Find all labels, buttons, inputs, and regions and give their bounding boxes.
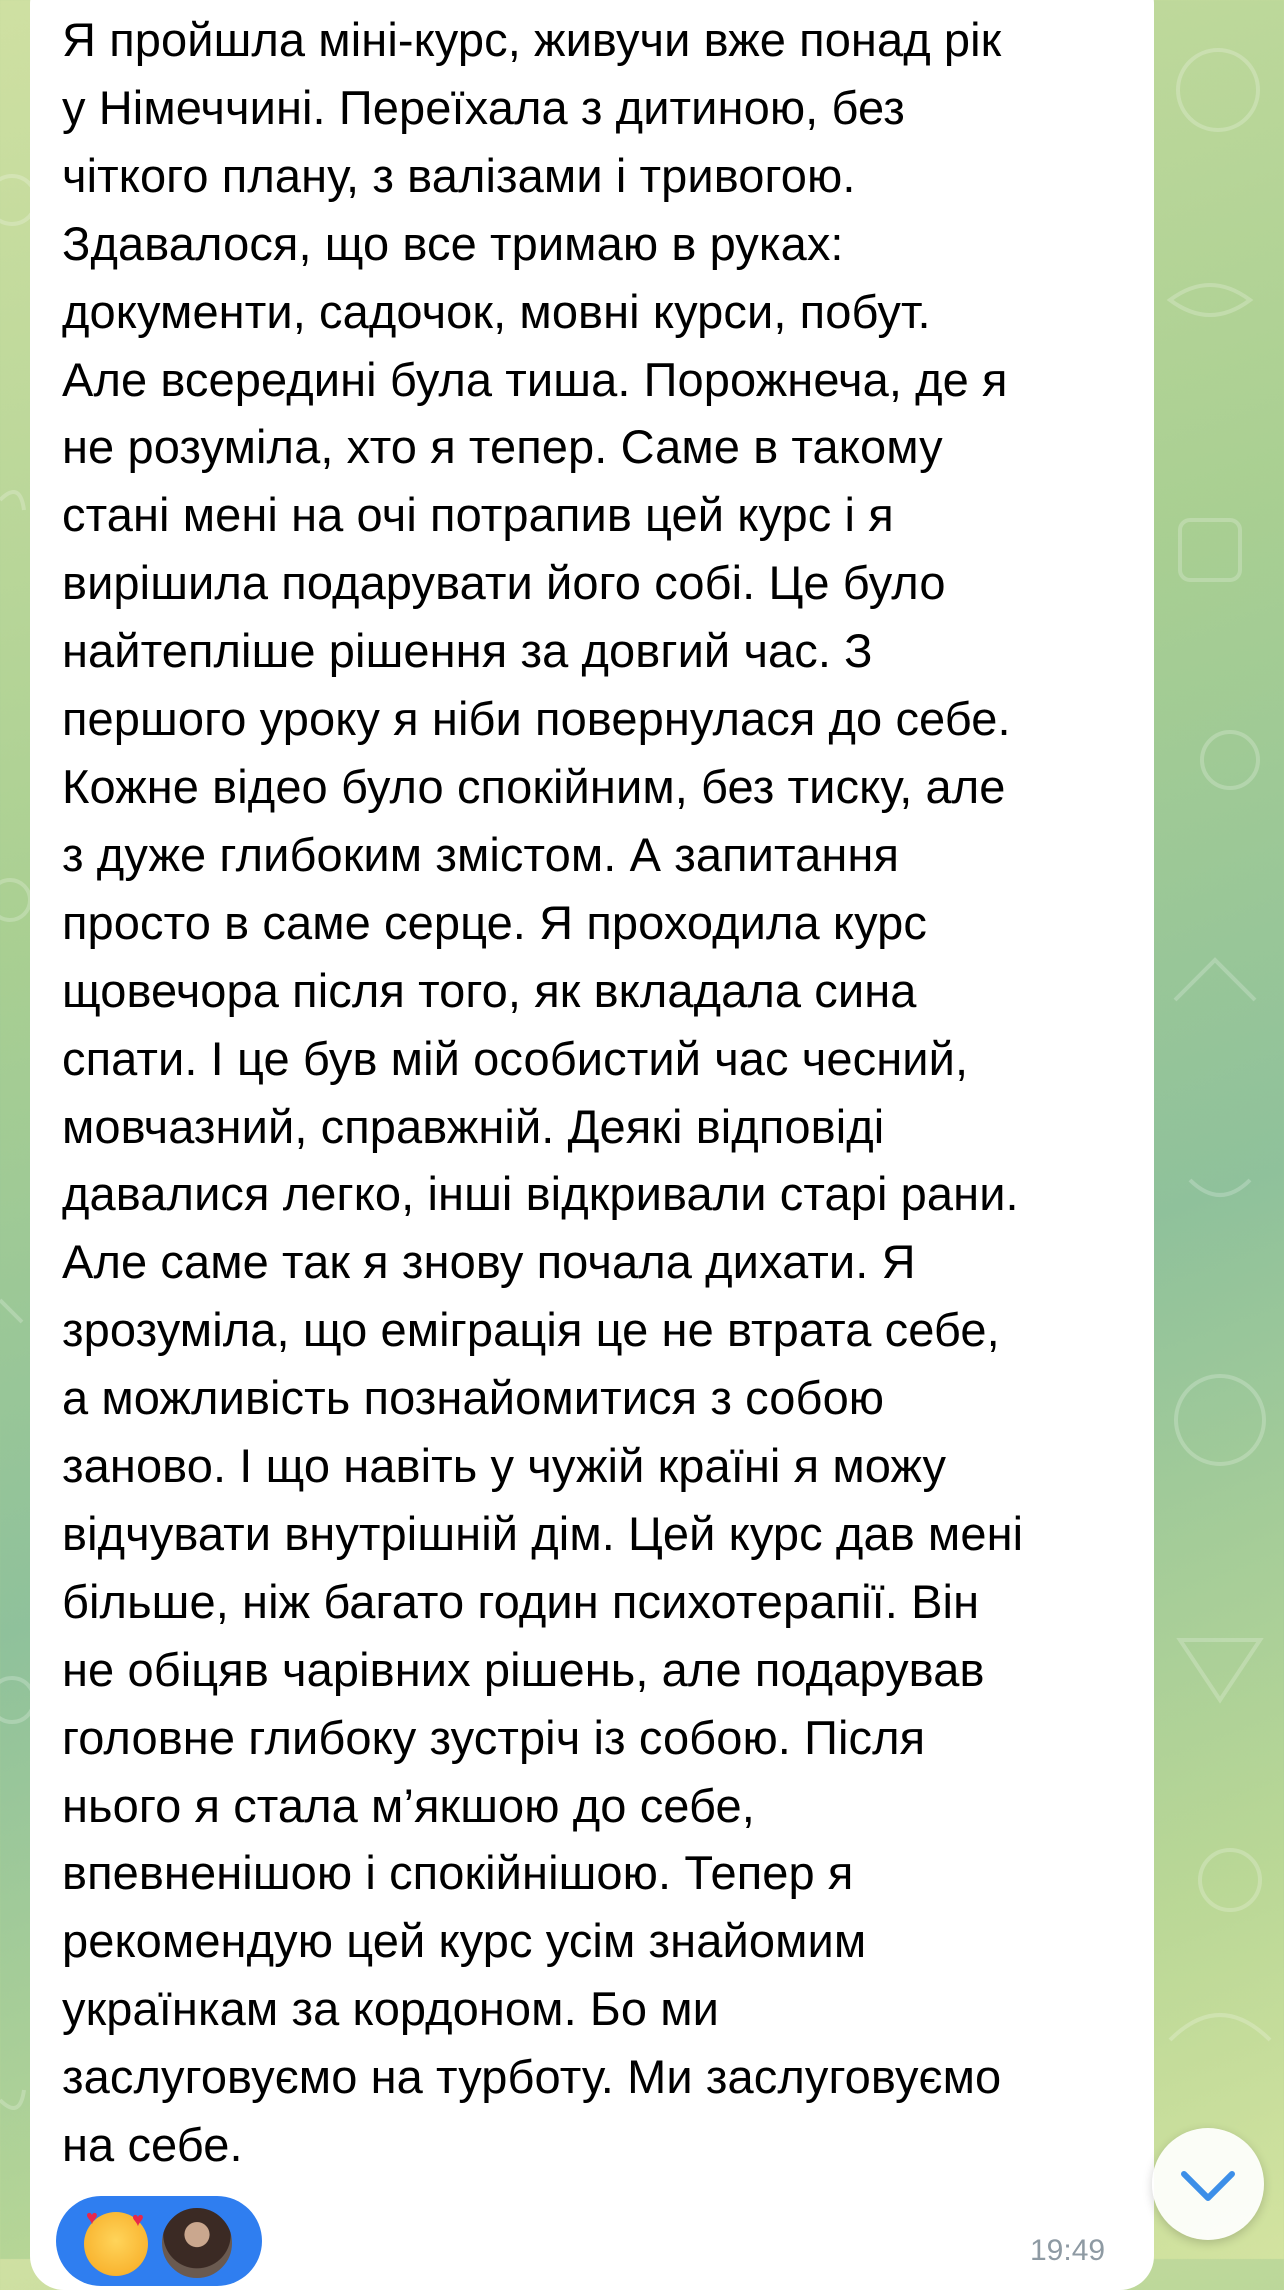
heart-icon: ♥ (132, 2209, 144, 2231)
reaction-pill[interactable] (56, 2196, 262, 2286)
smiling-face-with-hearts-icon (84, 2207, 148, 2276)
message-time: 19:49 (1030, 2234, 1106, 2267)
reactor-avatar[interactable] (160, 2206, 234, 2280)
chevron-down-icon (1176, 2154, 1240, 2218)
message-text: Я пройшла міні-курс, живучи вже понад рік у Німеччині. Переїхала з дитиною, без чіткого плану, з валізами і тривогою. Здавалося, що все тримаю в руках: документи, садочок, мовні курси, побут. Але всередині була тиша. Порожнеча, де я не розуміла, хто я тепер. Саме в такому стані мені на очі потрапив цей курс і я вирішила подарувати його собі. Це було найтепліше рішення за довгий час. З першого уроку я ніби повернулася до себе. Кожне відео було спокійним, без тиску, але з дуже глибоким змістом. А запитання просто в саме серце. Я проходила курс щовечора після того, як вкладала сина спати. І це був мій особистий час чесний, мовчазний, справжній. Деякі відповіді давалися легко, інші відкривали старі рани. Але саме так я знову почала дихати. Я зрозуміла, що еміграція це не втрата себе, а можливість познайомитися з собою заново. І що навіть у чужій країні я можу відчувати внутрішній дім. Цей курс дав мені більше, ніж багато годин психотерапії. Він не обіцяв чарівних рішень, але подарував головне глибоку зустріч із собою. Після нього я стала м’якшою до себе, впевненішою і спокійнішою. Тепер я рекомендую цей курс усім знайомим українкам за кордоном. Бо ми заслуговуємо на турботу. Ми заслуговуємо на себе. (62, 13, 1024, 2172)
scroll-down-button[interactable] (1152, 2128, 1264, 2240)
heart-icon: ♥ (86, 2207, 98, 2229)
